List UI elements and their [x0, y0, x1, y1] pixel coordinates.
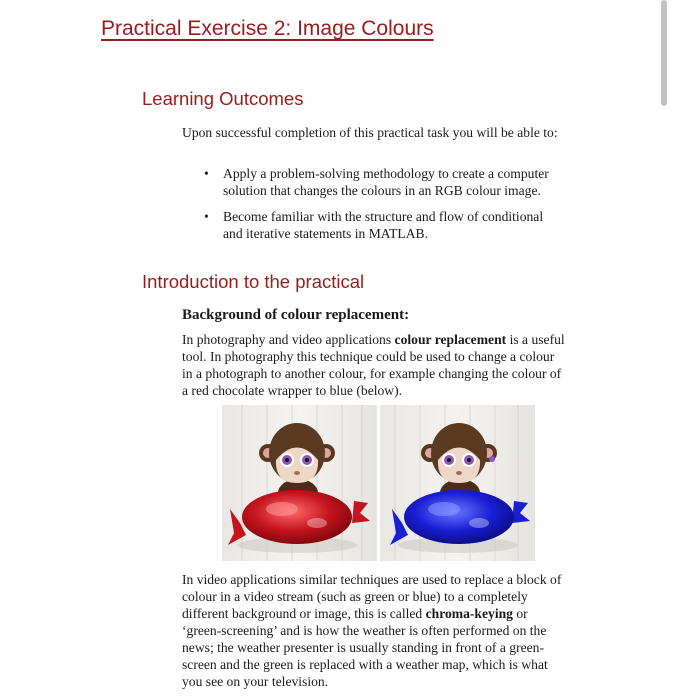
bold-term: colour replacement — [394, 332, 507, 347]
blue-wrapper-photo — [380, 405, 535, 561]
page-title: Practical Exercise 2: Image Colours — [101, 17, 434, 40]
introduction-heading: Introduction to the practical — [142, 271, 365, 292]
bullet-icon: • — [204, 209, 209, 224]
paragraph-text: In video applications similar techniques are used to replace a block of colour in a video stream (such as green or blue) to a completely different background or image, this is called — [182, 572, 562, 621]
paragraph-text: or ‘green-screening’ and is how the weather is often performed on the news; the weather presenter is usually standing in front of a green-screen and the green is replaced with a weather map, which is what you see on your television. — [182, 606, 548, 689]
scrollbar[interactable] — [661, 0, 667, 106]
video-paragraph — [182, 571, 567, 690]
paragraph-text: In photography and video applications — [182, 332, 395, 347]
learning-outcomes-intro: Upon successful completion of this practical task you will be able to: — [182, 125, 558, 140]
background-paragraph — [182, 331, 567, 399]
list-item — [182, 208, 562, 242]
learning-outcomes-heading: Learning Outcomes — [142, 88, 304, 109]
paragraph-text: is a useful tool. In photography this technique could be used to change a colour in a photograph to another colour, for example changing the colour of a red chocolate wrapper to blue (below). — [182, 332, 565, 398]
red-wrapper-photo — [222, 405, 377, 561]
list-item — [182, 165, 562, 199]
colour-replacement-figure — [222, 405, 535, 561]
bullet-text: Become familiar with the structure and flow of conditional and iterative statements in MATLAB. — [223, 209, 544, 241]
bold-term: chroma-keying — [425, 606, 513, 621]
bullet-icon: • — [204, 166, 209, 181]
background-subheading: Background of colour replacement: — [182, 307, 410, 323]
bullet-text: Apply a problem-solving methodology to create a computer solution that changes the colours in an RGB colour image. — [223, 166, 549, 198]
learning-outcomes-list — [182, 165, 562, 242]
